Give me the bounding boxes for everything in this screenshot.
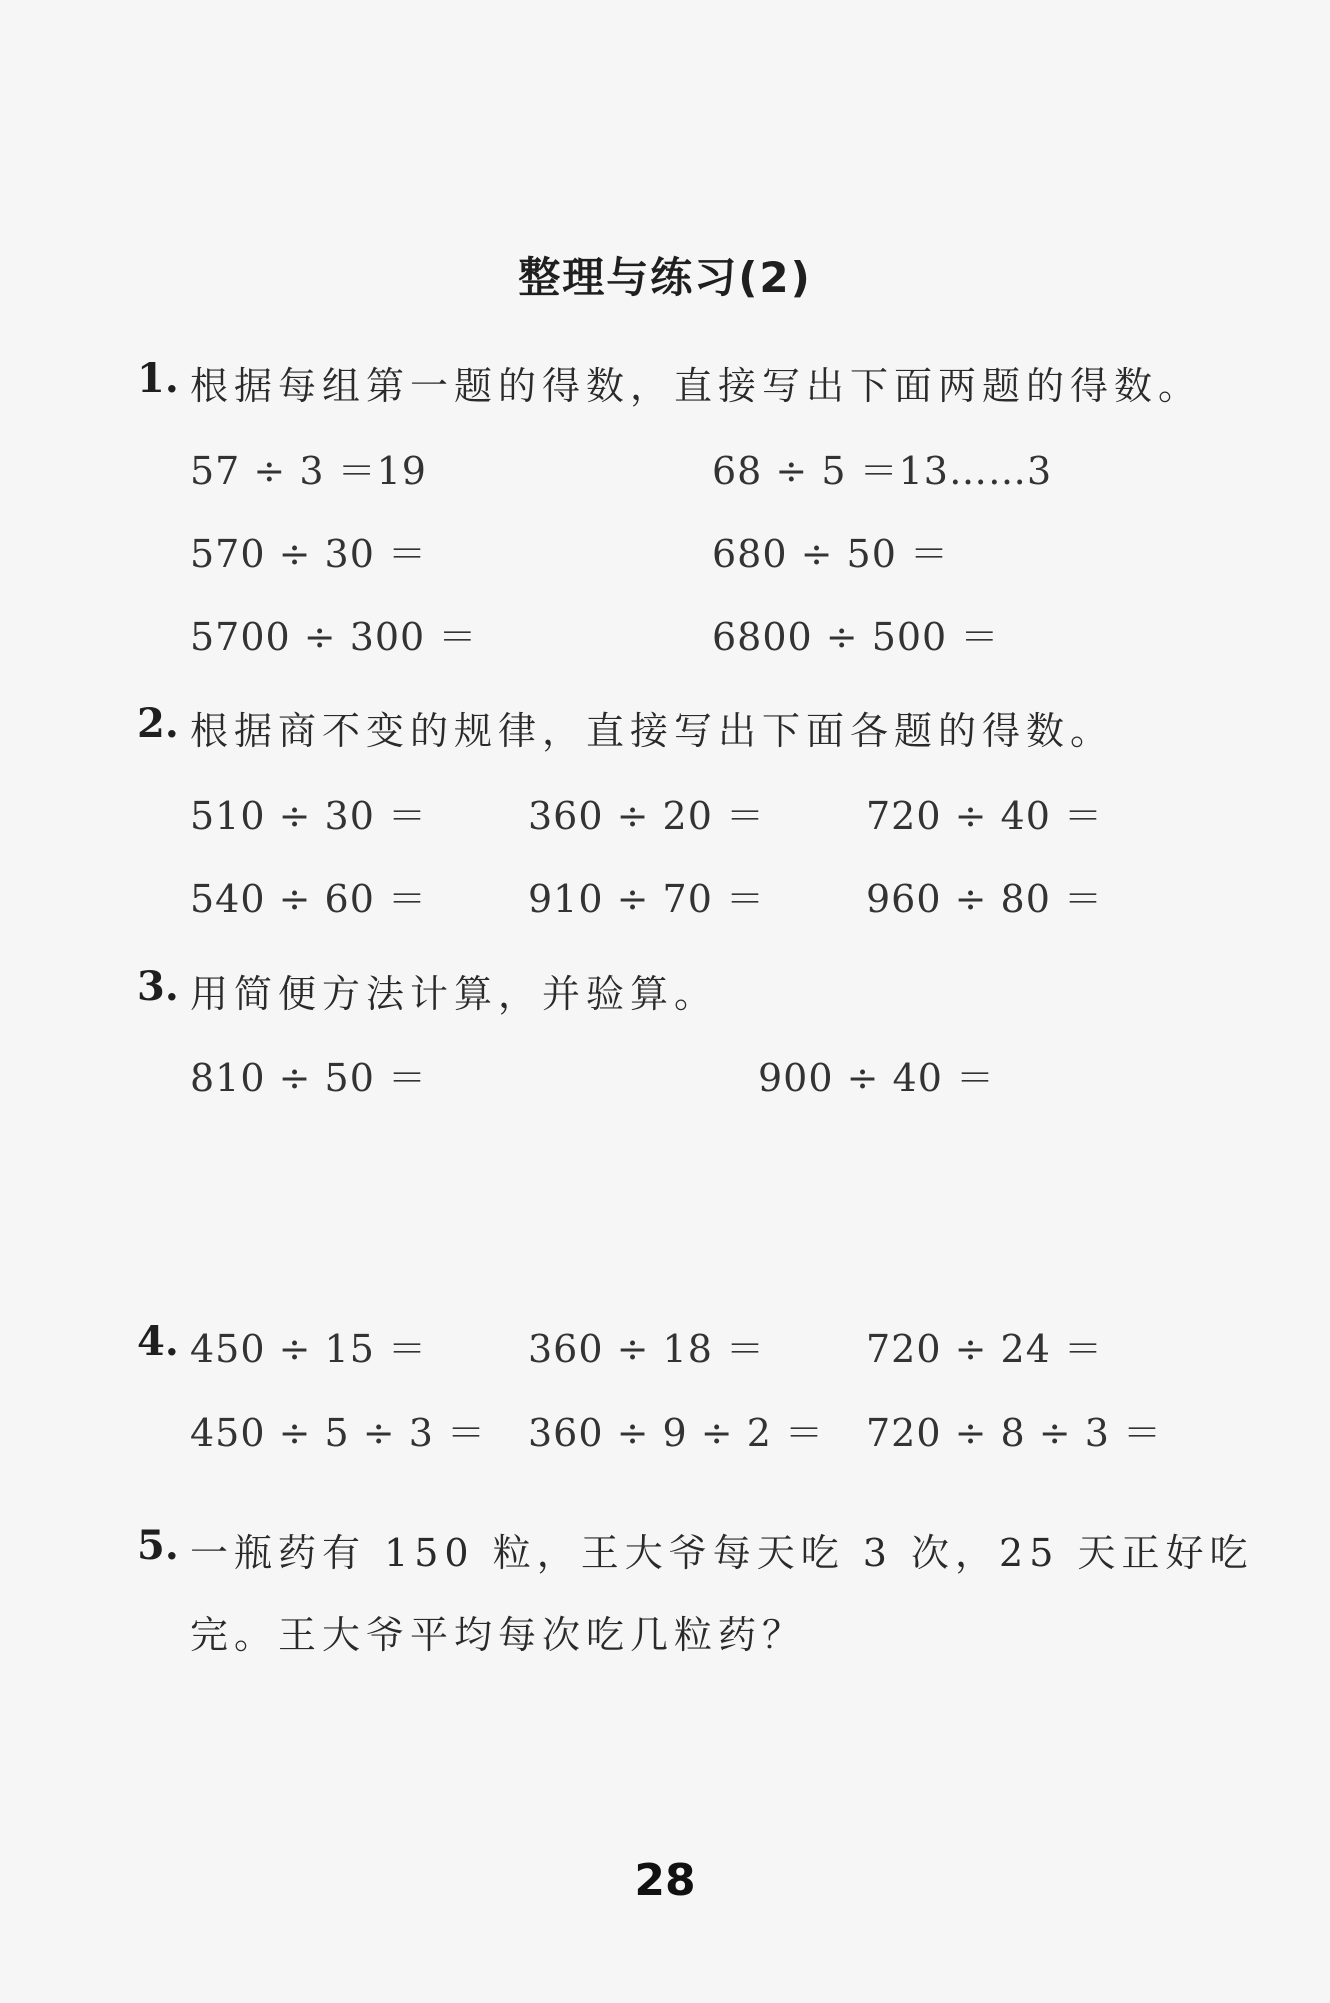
q3-expr-1: 810 ÷ 50 ＝ bbox=[190, 1056, 427, 1100]
question-4-number: 4. bbox=[137, 1318, 179, 1365]
question-2-text: 根据商不变的规律，直接写出下面各题的得数。 bbox=[190, 709, 1115, 753]
q1-right-expr-2: 680 ÷ 50 ＝ bbox=[712, 532, 949, 576]
q2-expr-r1-c3: 720 ÷ 40 ＝ bbox=[866, 794, 1103, 838]
q4-expr-r1-c2: 360 ÷ 18 ＝ bbox=[528, 1327, 765, 1371]
question-3-number: 3. bbox=[137, 963, 179, 1010]
question-1-text: 根据每组第一题的得数，直接写出下面两题的得数。 bbox=[190, 364, 1203, 408]
q2-expr-r2-c2: 910 ÷ 70 ＝ bbox=[528, 877, 765, 921]
question-1-number: 1. bbox=[137, 355, 179, 402]
q1-right-expr-3: 6800 ÷ 500 ＝ bbox=[712, 615, 1000, 659]
q4-expr-r2-c2: 360 ÷ 9 ÷ 2 ＝ bbox=[528, 1411, 824, 1455]
q2-expr-r2-c3: 960 ÷ 80 ＝ bbox=[866, 877, 1103, 921]
page-number: 28 bbox=[634, 1855, 696, 1906]
page-title: 整理与练习(2) bbox=[518, 253, 812, 302]
q1-left-expr-2: 570 ÷ 30 ＝ bbox=[190, 532, 427, 576]
question-5-line-1: 一瓶药有 150 粒，王大爷每天吃 3 次，25 天正好吃 bbox=[190, 1531, 1254, 1575]
q2-expr-r2-c1: 540 ÷ 60 ＝ bbox=[190, 877, 427, 921]
q1-left-expr-3: 5700 ÷ 300 ＝ bbox=[190, 615, 478, 659]
q4-expr-r1-c3: 720 ÷ 24 ＝ bbox=[866, 1327, 1103, 1371]
question-2-number: 2. bbox=[137, 700, 179, 747]
question-5-number: 5. bbox=[137, 1522, 179, 1569]
q4-expr-r1-c1: 450 ÷ 15 ＝ bbox=[190, 1327, 427, 1371]
q4-expr-r2-c1: 450 ÷ 5 ÷ 3 ＝ bbox=[190, 1411, 486, 1455]
question-3-text: 用简便方法计算，并验算。 bbox=[190, 972, 719, 1016]
q1-left-expr-1: 57 ÷ 3 ＝19 bbox=[190, 449, 427, 493]
q2-expr-r1-c2: 360 ÷ 20 ＝ bbox=[528, 794, 765, 838]
q2-expr-r1-c1: 510 ÷ 30 ＝ bbox=[190, 794, 427, 838]
q1-right-expr-1: 68 ÷ 5 ＝13……3 bbox=[712, 449, 1053, 493]
q3-expr-2: 900 ÷ 40 ＝ bbox=[758, 1056, 995, 1100]
question-5-line-2: 完。王大爷平均每次吃几粒药？ bbox=[190, 1613, 807, 1657]
q4-expr-r2-c3: 720 ÷ 8 ÷ 3 ＝ bbox=[866, 1411, 1162, 1455]
